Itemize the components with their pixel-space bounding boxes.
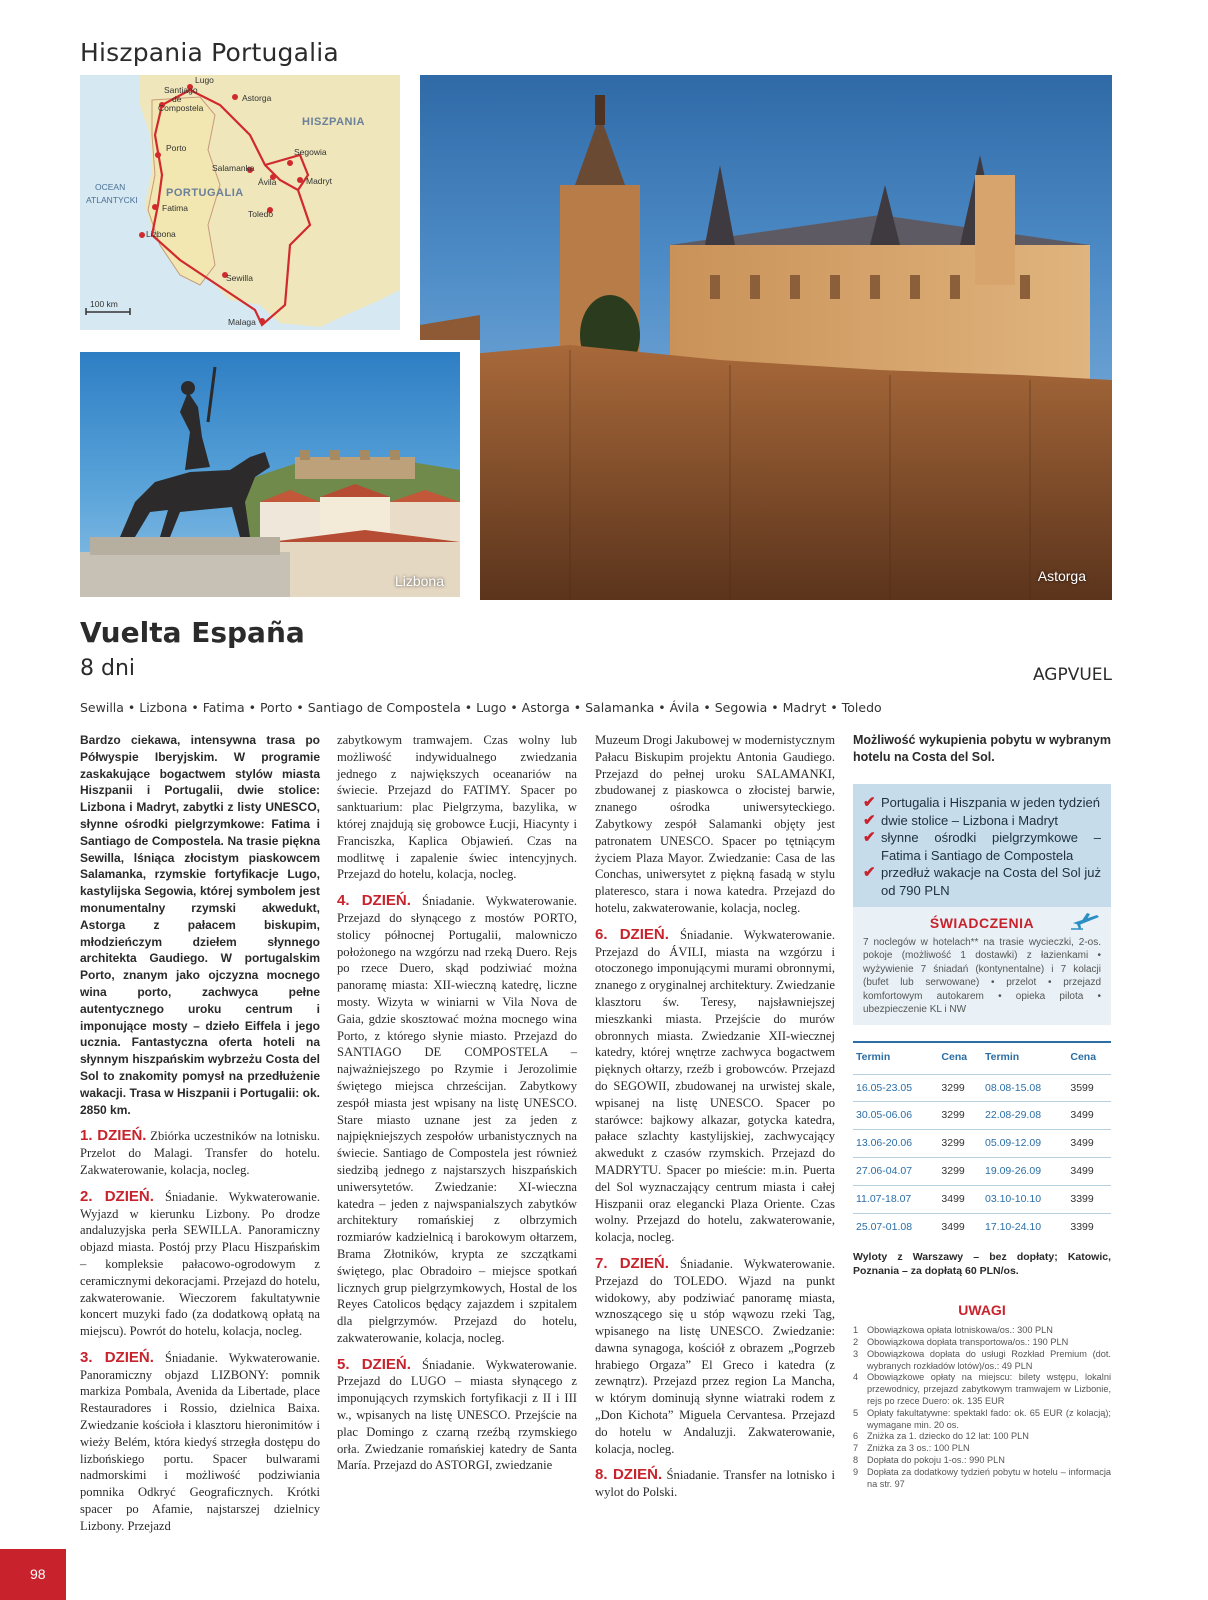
section-title: Hiszpania Portugalia <box>80 38 339 67</box>
map-label-astorga: Astorga <box>242 93 272 103</box>
table-row: 13.06-20.06 3299 05.09-12.09 3499 <box>853 1130 1111 1158</box>
city-segowia <box>287 160 293 166</box>
highlight-item: ✔ dwie stolice – Lizbona i Madryt <box>863 811 1059 829</box>
price-table-header: Termin Cena Termin Cena <box>853 1042 1111 1074</box>
day-7 <box>595 1256 835 1458</box>
column-1 <box>80 732 320 1535</box>
list-item: 4 Obowiązkowe opłaty na miejscu: bilety wstępu, lokalni przewodnicy, przejazd zabytkowym tramwajem w Lizbonie, rejs po rzece Duero: ok. 135 EUR <box>853 1372 1111 1406</box>
city-malaga <box>259 318 265 324</box>
plane-icon <box>1071 911 1101 931</box>
day-1-text: Zbiórka uczestników na lotnisku. Przelot do Malagi. Transfer do hotelu. Zakwaterowanie, kolacja, nocleg. <box>80 1129 320 1177</box>
column-3 <box>595 732 835 1501</box>
day-4-text: Śniadanie. Wykwaterowanie. Przejazd do słynącego z mostów PORTO, stolicy północnej Portugalii, malowniczo położonego na wzgórzu nad rzeką Duero. Rejs po rzece Duero, skąd podziwiać można panoramę miasta: XII-wieczną katedrę, liczne mosty. Wizyta w winiarni w Vila Nova de Gaia, gdzie skosztować można mocnego wina Porto, z którego słynie miasto. Przejazd do SANTIAGO DE COMPOSTELA – najważniejszego po Rzymie i Jerozolimie świętego miejsca chrześcijan. Zabytkowy zespół miasta jest wpisany na listę UNESCO. Stare miasto uznane jest za jeden z najpiękniejszych zespołów urbanistycznych na świecie. Santiago de Compostela jest również siedzibą jednego z najstarszych hiszpańskich uniwersytetów. Zwiedzanie: XI-wieczna katedra – jeden z najwspanialszych zabytków architektury romańskiej z olbrzymich rozmiarów kadzielnicą i barokowym ołtarzem, Brama Złotników, krypta ze szczątkami świętego, plac Obradoiro – miejsce spotkań licznych grup pielgrzymkowych, Hostal de los Reyes Catolicos będący zajazdem i szpitalem dla pielgrzymów. Przejazd do hotelu, zakwaterowanie, kolacja, nocleg. <box>337 894 577 1345</box>
list-item: 9 Dopłata za dodatkowy tydzień pobytu w hotelu – informacja na str. 97 <box>853 1466 1111 1489</box>
day-8-text: Śniadanie. Transfer na lotnisko i wylot do Polski. <box>595 1468 835 1500</box>
day-5-heading: 5. DZIEŃ. <box>337 1355 411 1373</box>
day-5-text: Śniadanie. Wykwaterowanie. Przejazd do LUGO – miasta słynącego z imponujących rzymskich fortyfikacji z II i III w., wpisanych na listę UNESCO. Przejście na plac Domingo z czarną rzeźbą rzymskiego orła. Zwiedzanie romańskiej katedry de Santa María. Przejazd do ASTORGI, zwiedzanie <box>337 1357 577 1473</box>
astorga-illustration <box>420 75 1112 600</box>
check-icon: ✔ <box>863 864 876 881</box>
services-text: 7 noclegów w hotelach** na trasie wycieczki, 2-os. pokoje (możliwość 1 dostawki) z łazienkami • wyżywienie 7 śniadań (kontynentalne) i 7 kolacji (bufet lub serwowane) • przelot • przejazd komfortowym autokarem • opieka pilota • ubezpieczenie KL i NW <box>863 936 1101 1016</box>
highlight-item: ✔ Portugalia i Hiszpania w jeden tydzień <box>863 794 1100 811</box>
day-3-text: Śniadanie. Wykwaterowanie. Panoramiczny objazd LIZBONY: pomnik markiza Pombala, Avenida da Libertade, place Restauradores i Rossio, dzielnica Baixa. Zwiedzanie kościoła i klasztoru hieronimitów i wieży Belém, która kiedyś strzegła dostępu do lizbońskiego portu. Spacer bulwarami nadmorskimi i możliwość podziwiania pomnika Odkryć Geograficznych. Krótki spacer po Afamie, najstarszej dzielnicy Lizbony. Przejazd <box>80 1350 320 1533</box>
map-label-lugo: Lugo <box>195 75 214 85</box>
map-label-fatima: Fatima <box>162 203 188 213</box>
map-label-avila: Ávila <box>258 177 277 187</box>
city-porto <box>155 152 161 158</box>
table-row: 25.07-01.08 3499 17.10-24.10 3399 <box>853 1213 1111 1240</box>
hotel-option-text: Możliwość wykupienia pobytu w wybranym hotelu na Costa del Sol. <box>853 733 1111 764</box>
check-icon: ✔ <box>863 811 876 829</box>
map-label-portugalia: PORTUGALIA <box>166 187 244 199</box>
map-label-santiago-1: Santiago <box>164 85 198 95</box>
map-label-porto: Porto <box>166 143 187 153</box>
day-5 <box>337 1357 577 1475</box>
day-3 <box>80 1350 320 1535</box>
intro-text: Bardzo ciekawa, intensywna trasa po Półwyspie Iberyjskim. W programie zaskakujące bogactwem stylów miasta Hiszpanii i Portugalii, dwie stolice: Lizbona i Madryt, zabytki z listy UNESCO, słynne ośrodki pielgrzymkowe: Fatima i Santiago de Compostela. Na trasie piękna Sewilla, lśniąca złocistym piaskowcem Salamanka, rzymskie fortyfikacje Lugo, kastylijska Segowia, której symbolem jest monumentalny rzymski akwedukt, Astorga z pałacem biskupim, młodzieńczym dziełem słynnego architekta Gaudiego. W portugalskim Porto, znanym jako ojczyzna mocnego wina porto, zachwyca pełne autentycznego uroku centrum i imponujące mosty – dzieło Eiffela i jego ucznia. Fantastyczna oferta hoteli na słynnym hiszpańskim wybrzeżu Costa del Sol to znakomity pomysł na przedłużenie wakacji. Trasa w Hiszpanii i Portugalii: ok. 2850 km. <box>80 733 320 1117</box>
highlight-item: ✔ przedłuż wakacje na Costa del Sol już od 790 PLN <box>863 864 1101 898</box>
check-icon: ✔ <box>863 829 876 846</box>
city-madryt <box>297 177 303 183</box>
photo-astorga <box>420 75 1112 600</box>
table-row: 27.06-04.07 3299 19.09-26.09 3499 <box>853 1157 1111 1185</box>
list-item: 3 Obowiązkowa dopłata do usługi Rozkład Premium (dot. wybranych rozkładów lotów)/os.: 49 PLN <box>853 1348 1111 1371</box>
day-4 <box>337 893 577 1347</box>
lizbona-illustration <box>80 352 460 597</box>
day-2 <box>80 1189 320 1340</box>
day-2-heading: 2. DZIEŃ. <box>80 1187 154 1205</box>
day-8 <box>595 1467 835 1501</box>
day-7-text: Śniadanie. Wykwaterowanie. Przejazd do TOLEDO. Wjazd na punkt widokowy, aby podziwiać panoramę miasta, wznoszącego się u stóp wąwozu rzeki Tag, wpisanego na listę UNESCO. Zwiedzanie: dawna synagoga, kościół z obrazem „Pogrzeb hrabiego Orgaza” El Greco i katedra (z zewnątrz). Przejazd przez region La Mancha, w którym dominują słynne wiatraki rodem z „Don Kichota” Miguela Cervantesa. Przejazd do hotelu w Andaluzji. Zakwaterowanie, kolacja, nocleg. <box>595 1256 835 1456</box>
map-label-malaga: Malaga <box>228 317 256 327</box>
day-4-heading: 4. DZIEŃ. <box>337 892 411 910</box>
map-label-scale: 100 km <box>90 299 118 309</box>
caption-lizbona: Lizbona <box>394 573 444 589</box>
day-1-heading: 1. DZIEŃ. <box>80 1127 147 1145</box>
map-label-lizbona: Lizbona <box>146 229 176 239</box>
map-label-salamanka: Salamanka <box>212 163 255 173</box>
table-row: 30.05-06.06 3299 22.08-29.08 3499 <box>853 1102 1111 1130</box>
route-map <box>80 75 400 330</box>
map-label-segowia: Segowia <box>294 147 327 157</box>
list-item: 6 Zniżka za 1. dziecko do 12 lat: 100 PLN <box>853 1431 1029 1442</box>
list-item: 8 Dopłata do pokoju 1-os.: 990 PLN <box>853 1454 1005 1465</box>
list-item: 1 Obowiązkowa opłata lotniskowa/os.: 300 PLN <box>853 1325 1053 1336</box>
tour-route: Sewilla • Lizbona • Fatima • Porto • Santiago de Compostela • Lugo • Astorga • Salamanka • Ávila • Segowia • Madryt • Toledo <box>80 700 882 715</box>
map-label-hiszpania: HISZPANIA <box>302 116 365 128</box>
city-astorga <box>232 94 238 100</box>
flights-info: Wyloty z Warszawy – bez dopłaty; Katowic, Poznania – za dopłatą 60 PLN/os. <box>853 1251 1111 1278</box>
day-5-continued: Muzeum Drogi Jakubowej w modernistycznym Pałacu Biskupim projektu Antonia Gaudiego. Przejazd do pełnej uroku SALAMANKI, zbudowanej z piaskowca o złocistej barwie, znanego ośrodka uniwersyteckiego. Zabytkowy zespół Salamanki objęty jest patronatem UNESCO. Spacer po tętniącym życiem Plaza Mayor. Zwiedzanie: Casa de las Conchas, uniwersytet z piękną fasadą w stylu plateresco, stara i nowa katedra. Przejazd do hotelu, zakwaterowanie, kolacja, nocleg. <box>595 733 835 915</box>
day-3-continued: zabytkowym tramwajem. Czas wolny lub możliwość indywidualnego zwiedzania jednego z największych oceanariów na świecie. Przejazd do FATIMY. Spacer po sanktuarium: plac Pielgrzyma, bazylika, w której znajdują się grobowce Łucji, Hiacynty i Franciszka, Kaplica Objawień. Czas na modlitwę i zapalenie świec intencyjnych. Przejazd do hotelu, kolacja, nocleg. <box>337 733 577 882</box>
services-title: ŚWIADCZENIA <box>929 915 1035 931</box>
sidebar <box>853 732 1111 1490</box>
map-label-santiago-2: de <box>172 94 182 104</box>
list-item: 7 Zniżka za 3 os.: 100 PLN <box>853 1443 970 1454</box>
caption-astorga: Astorga <box>1037 568 1086 584</box>
map-svg <box>80 75 400 330</box>
day-2-text: Śniadanie. Wykwaterowanie. Wyjazd w kierunku Lizbony. Po drodze andaluzyjska perła SEWILLA. Panoramiczny objazd miasta. Postój przy Placu Hiszpańskim – kompleksie pałacowo-ogrodowym z ceramicznymi dekoracjami. Przejazd do hotelu, zakwaterowanie. Wieczorem fakultatywnie koncert muzyki fado (za dodatkową opłatą na miejscu). Powrót do hotelu, kolacja, nocleg. <box>80 1189 320 1339</box>
page-number: 98 <box>0 1549 66 1600</box>
list-item: 2 Obowiązkowa dopłata transportowa/os.: 190 PLN <box>853 1336 1069 1347</box>
photo-lizbona <box>80 352 460 597</box>
map-label-sewilla: Sewilla <box>226 273 253 283</box>
city-fatima <box>152 204 158 210</box>
column-2 <box>337 732 577 1474</box>
day-8-heading: 8. DZIEŃ. <box>595 1466 663 1484</box>
map-label-ocean-2: ATLANTYCKI <box>86 195 138 205</box>
tour-title: Vuelta España <box>80 616 305 649</box>
highlight-item: ✔ słynne ośrodki pielgrzymkowe – Fatima i Santiago de Compostela <box>863 829 1101 863</box>
map-label-toledo: Toledo <box>248 209 274 219</box>
day-6-heading: 6. DZIEŃ. <box>595 925 669 943</box>
map-label-ocean-1: OCEAN <box>95 182 126 192</box>
day-1 <box>80 1128 320 1178</box>
day-6-text: Śniadanie. Wykwaterowanie. Przejazd do ÁVILI, miasta na wzgórzu i otoczonego imponującymi murami obronnymi, znanego z oryginalnej architektury. Zwiedzanie klasztoru św. Teresy, najsławniejszej mieszkanki miasta. Przejście do murów obronnych miasta. Zwiedzanie XII-wiecznej katedry, której wnętrze zachwyca bogactwem pięknych ołtarzy, rzeźb i grobowców. Przejazd do SEGOWII, zbudowanej na urwistej skale, wpisanej na listę UNESCO. Spacer po starówce: bajkowy alkazar, gotycka katedra, pałace szlachty kastylijskiej, zachwycający akwedukt z czasów rzymskich. Przejazd do MADRYTU. Spacer po mieście: m.in. Puerta del Sol wyznaczający centrum miasta i całej Hiszpanii oraz elegancki Plaza Oriente. Czas wolny. Przejazd do hotelu, zakwaterowanie, kolacja, nocleg. <box>595 927 835 1245</box>
notes-title: UWAGI <box>958 1302 1006 1319</box>
map-label-santiago-3: Compostela <box>158 103 204 113</box>
notes-list <box>853 1325 1111 1490</box>
day-3-heading: 3. DZIEŃ. <box>80 1348 154 1366</box>
price-table <box>853 1041 1111 1241</box>
check-icon: ✔ <box>863 794 876 811</box>
highlights-box <box>853 784 1111 907</box>
day-7-heading: 7. DZIEŃ. <box>595 1254 669 1272</box>
table-row: 11.07-18.07 3499 03.10-10.10 3399 <box>853 1185 1111 1213</box>
map-label-madryt: Madryt <box>306 176 332 186</box>
tour-code: AGPVUEL <box>1032 665 1112 685</box>
list-item: 5 Opłaty fakultatywne: spektakl fado: ok. 65 EUR (z kolacją); wymagane min. 20 os. <box>853 1407 1111 1430</box>
tour-duration: 8 dni <box>80 656 136 681</box>
services-box <box>853 907 1111 1025</box>
day-6 <box>595 927 835 1246</box>
table-row: 16.05-23.05 3299 08.08-15.08 3599 <box>853 1074 1111 1102</box>
city-lizbona <box>139 232 145 238</box>
